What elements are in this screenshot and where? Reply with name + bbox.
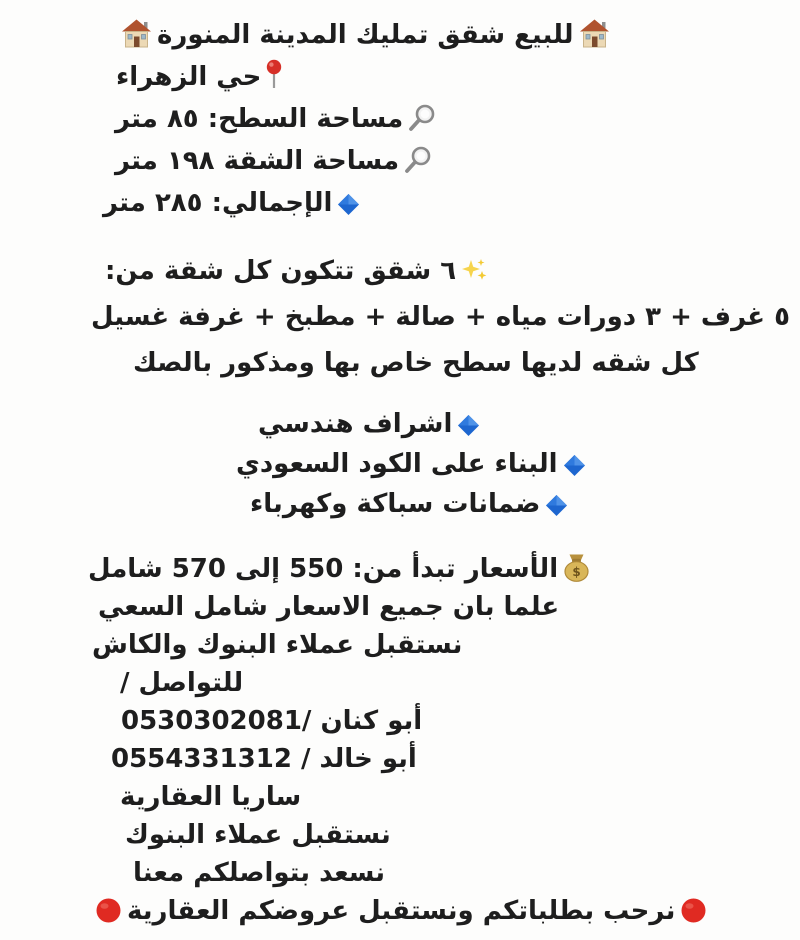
blue-diamond-icon (563, 454, 586, 477)
phone1-line-text: أبو كنان /0530302081 (121, 706, 423, 736)
bank-clients-line-text: نستقبل عملاء البنوك (125, 820, 391, 850)
saudi-code-line-text: البناء على الكود السعودي (236, 449, 558, 479)
features-section (88, 404, 790, 524)
pushpin-icon (266, 59, 282, 90)
blue-diamond-icon (337, 193, 360, 216)
welcome-line-text: نرحب بطلباتكم ونستقبل عروضكم العقارية (127, 896, 676, 926)
happy-contact-line-text: نسعد بتواصلكم معنا (133, 858, 386, 888)
rooms-line (88, 294, 790, 340)
apartment-area-line-text: مساحة الشقة ١٩٨ متر (115, 146, 400, 176)
red-circle-icon (95, 897, 122, 924)
prices-line (88, 550, 790, 588)
prices-note-line-text: علما بان جميع الاسعار شامل السعي (98, 592, 560, 622)
composition-section (88, 248, 790, 386)
title-line-text: للبيع شقق تمليك المدينة المنورة (157, 20, 574, 50)
surface-area-line (88, 98, 790, 140)
blue-diamond-icon (457, 414, 480, 437)
money-bag-icon (563, 553, 590, 582)
blue-diamond-icon (545, 494, 568, 517)
magnifier-icon (404, 145, 433, 174)
roof-note-line-text: كل شقه لديها سطح خاص بها ومذكور بالصك (133, 348, 699, 378)
header-section (88, 14, 790, 224)
house-icon (121, 19, 152, 48)
bank-cash-line-text: نستقبل عملاء البنوك والكاش (92, 630, 463, 660)
welcome-line (88, 892, 790, 930)
apartment-area-line (88, 140, 790, 182)
engineering-supervision-line-text: اشراف هندسي (258, 409, 453, 439)
total-area-line (88, 182, 790, 224)
prices-contact-section (88, 550, 790, 930)
apartments-composition-line (88, 248, 790, 294)
engineering-supervision-line (88, 404, 790, 444)
location-line-text: حي الزهراء (116, 62, 262, 92)
company-line-text: ساريا العقارية (120, 782, 302, 812)
prices-line-text: الأسعار تبدأ من: 550 إلى 570 شامل (88, 554, 559, 584)
phone2-line-text: أبو خالد / 0554331312 (111, 744, 417, 774)
total-area-line-text: الإجمالي: ٢٨٥ متر (103, 188, 333, 218)
bank-cash-line (88, 626, 790, 664)
warranty-line-text: ضمانات سباكة وكهرباء (250, 489, 541, 519)
rooms-line-text: ٥ غرف + ٣ دورات مياه + صالة + مطبخ + غرفة غسيل (91, 302, 790, 332)
prices-note-line (88, 588, 790, 626)
apartments-composition-line-text: ٦ شقق تتكون كل شقة من: (105, 256, 457, 286)
location-line (88, 56, 790, 98)
roof-note-line (88, 340, 790, 386)
house-icon (579, 19, 610, 48)
svg-text:$: $ (572, 565, 581, 579)
title-line (88, 14, 790, 56)
warranty-line (88, 484, 790, 524)
contact-line (88, 664, 790, 702)
contact-line-text: للتواصل / (120, 668, 244, 698)
sparkles-icon (461, 257, 488, 284)
surface-area-line-text: مساحة السطح: ٨٥ متر (115, 104, 404, 134)
happy-contact-line (88, 854, 790, 892)
bank-clients-line (88, 816, 790, 854)
red-circle-icon (680, 897, 707, 924)
phone1-line (88, 702, 790, 740)
magnifier-icon (408, 103, 437, 132)
company-line (88, 778, 790, 816)
saudi-code-line (88, 444, 790, 484)
phone2-line (88, 740, 790, 778)
